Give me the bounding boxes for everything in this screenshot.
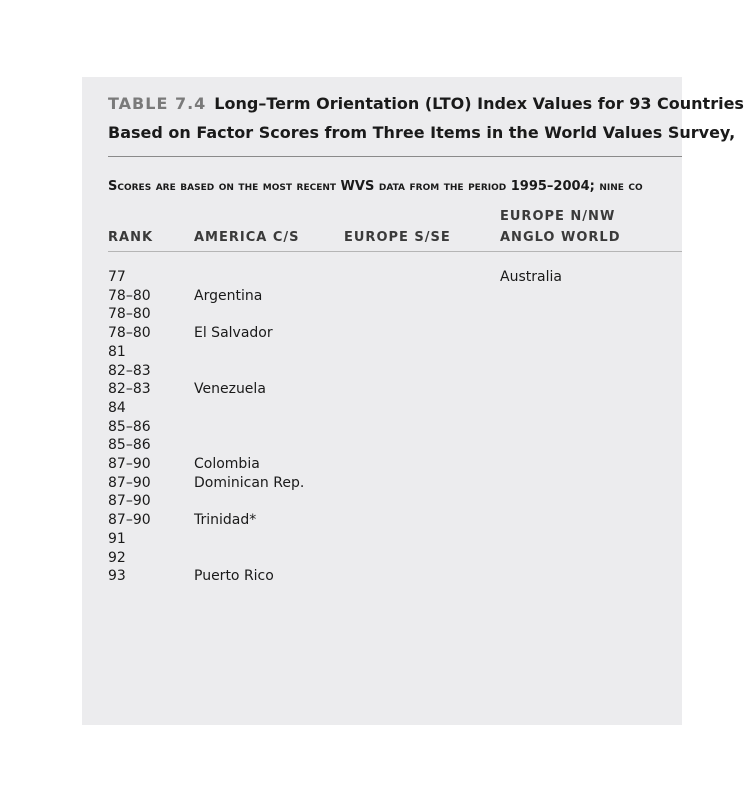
column-header-rank: RANK: [108, 230, 154, 245]
table-row: [82, 419, 682, 437]
cell-america-cs: El Salvador: [194, 325, 273, 342]
column-header-europe-nnw-line1: EUROPE N/NW: [500, 209, 616, 224]
table-title: Long–Term Orientation (LTO) Index Values for 93 Countries: [214, 94, 744, 113]
cell-europe-nnw: Australia: [500, 269, 562, 285]
table-row: [82, 512, 682, 530]
table-row: [82, 344, 682, 362]
cell-america-cs: Puerto Rico: [194, 568, 274, 585]
table-row: [82, 456, 682, 474]
table-row: [82, 400, 682, 418]
table-row: [82, 475, 682, 493]
column-header-america-cs: AMERICA C/S: [194, 230, 300, 245]
cell-rank: 87–90: [108, 493, 151, 510]
table-label: TABLE 7.4: [108, 94, 207, 113]
cell-rank: 91: [108, 530, 126, 547]
cell-america-cs: Colombia: [194, 456, 260, 472]
column-header-europe-sse: EUROPE S/SE: [344, 230, 451, 245]
cell-rank: 85–86: [108, 437, 151, 454]
cell-rank: 87–90: [108, 474, 151, 491]
cell-america-cs: Argentina: [194, 287, 263, 304]
cell-rank: 87–90: [108, 512, 151, 529]
header-divider: [108, 251, 682, 252]
cell-america-cs: Trinidad*: [194, 512, 257, 529]
column-header-europe-nnw-line2: ANGLO WORLD: [500, 230, 621, 245]
table-row: [82, 531, 682, 549]
cell-rank: 84: [108, 399, 126, 416]
table-subtitle: Scores are based on the most recent WVS data from the period 1995–2004; nine co: [108, 179, 643, 194]
cell-america-cs: Venezuela: [194, 381, 266, 398]
table-row: [82, 437, 682, 455]
table-row: [82, 568, 682, 586]
table-row: [82, 550, 682, 568]
cell-rank: 82–83: [108, 381, 151, 398]
cell-rank: 78–80: [108, 306, 151, 323]
table-row: [82, 381, 682, 399]
table-row: [82, 325, 682, 343]
cell-rank: 78–80: [108, 287, 151, 304]
cell-rank: 78–80: [108, 325, 151, 342]
table-title-line-2: Based on Factor Scores from Three Items in the World Values Survey,: [108, 123, 736, 142]
table-row: [82, 306, 682, 324]
cell-rank: 93: [108, 568, 126, 585]
title-divider: [108, 156, 682, 157]
table-row: [82, 493, 682, 511]
cell-america-cs: Dominican Rep.: [194, 474, 305, 491]
table-row: [82, 288, 682, 306]
cell-rank: 92: [108, 549, 126, 566]
table-row: [82, 269, 682, 287]
table-panel: [82, 77, 744, 725]
table-title-line-1: [108, 94, 744, 113]
cell-rank: 77: [108, 269, 126, 285]
cell-rank: 81: [108, 343, 126, 360]
cell-rank: 82–83: [108, 362, 151, 379]
table-row: [82, 363, 682, 381]
cell-rank: 85–86: [108, 418, 151, 435]
cell-rank: 87–90: [108, 456, 151, 472]
